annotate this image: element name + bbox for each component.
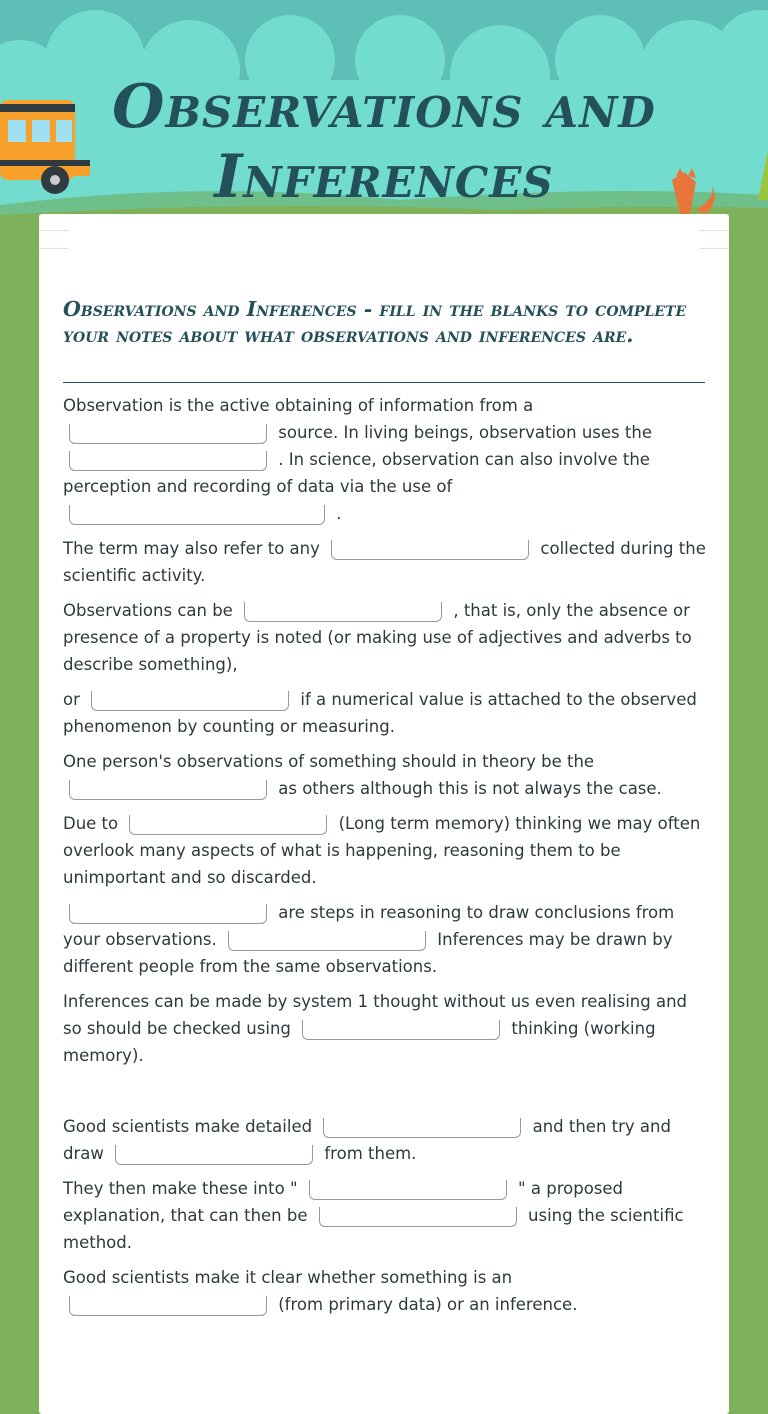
blank-input[interactable] [302, 1020, 500, 1040]
page-title: Observations and [112, 72, 656, 142]
worksheet-heading: Observations and Inferences - fill in the blanks to complete your notes about what observations and inferences are. [63, 297, 687, 347]
blank-input[interactable] [228, 931, 426, 951]
worksheet-content [63, 392, 709, 1326]
divider [699, 248, 729, 249]
paragraph-text: from them. [324, 1144, 417, 1163]
paragraph-text: Good scientists make detailed [63, 1117, 313, 1136]
paragraph-text: The term may also refer to any [63, 539, 320, 558]
paragraph-text: . [336, 504, 342, 523]
paragraph-text: Due to [63, 814, 119, 833]
paragraph-system-2 [63, 988, 709, 1069]
paragraph-hypothesis [63, 1175, 709, 1256]
divider [699, 230, 729, 231]
blank-input[interactable] [69, 505, 325, 525]
blank-input[interactable] [69, 1296, 267, 1316]
paragraph-quantitative [63, 686, 709, 740]
paragraph-text: Observations can be [63, 601, 233, 620]
paragraph-text: and then try and draw [63, 1117, 671, 1163]
paragraph-text: Inferences can be made by system 1 thought without us even realising and so should be checked using [63, 992, 688, 1038]
blank-input[interactable] [69, 451, 267, 471]
blank-input[interactable] [319, 1207, 517, 1227]
blank-input[interactable] [309, 1180, 507, 1200]
paragraph-text: if a numerical value is attached to the observed phenomenon by counting or measuring. [63, 690, 697, 736]
paragraph-good-scientists [63, 1113, 709, 1167]
paragraph-clarity [63, 1264, 709, 1318]
paragraph-text: Observation is the active obtaining of information from a [63, 396, 534, 415]
paragraph-text: One person's observations of something should in theory be the [63, 752, 595, 771]
worksheet-card [39, 214, 729, 1414]
paragraph-text: They then make these into " [63, 1179, 298, 1198]
paragraph-qualitative [63, 597, 709, 678]
page-title-line-2: Inferences [214, 142, 554, 212]
blank-input[interactable] [69, 424, 267, 444]
paragraph-text: , that is, only the absence or presence of a property is noted (or making use of adjectives and adverbs to describe something), [63, 601, 692, 674]
paragraph-term [63, 535, 709, 589]
paragraph-text: (Long term memory) thinking we may often overlook many aspects of what is happening, reasoning them to be unimportant and so discarded. [63, 814, 701, 887]
paragraph-text: source. In living beings, observation uses the [278, 423, 652, 442]
paragraph-text: . In science, observation can also involve the perception and recording of data via the use of [63, 450, 650, 496]
blank-input[interactable] [69, 904, 267, 924]
blank-input[interactable] [115, 1145, 313, 1165]
paragraph-text: are steps in reasoning to draw conclusions from your observations. [63, 903, 675, 949]
paragraph-same [63, 748, 709, 802]
heading-divider [63, 382, 705, 383]
paragraph-text: using the scientific method. [63, 1206, 684, 1252]
blank-input[interactable] [323, 1118, 521, 1138]
paragraph-inferences [63, 899, 709, 980]
paragraph-observation-definition [63, 392, 709, 527]
paragraph-system-1 [63, 810, 709, 891]
blank-input[interactable] [69, 780, 267, 800]
paragraph-text: as others although this is not always the case. [278, 779, 662, 798]
paragraph-text: thinking (working memory). [63, 1019, 656, 1065]
paragraph-text: collected during the scientific activity. [63, 539, 706, 585]
blank-input[interactable] [91, 691, 289, 711]
divider [39, 248, 69, 249]
paragraph-text: " a proposed explanation, that can then be [63, 1179, 624, 1225]
paragraph-text: (from primary data) or an inference. [278, 1295, 578, 1314]
paragraph-text: or [63, 690, 80, 709]
blank-input[interactable] [129, 815, 327, 835]
paragraph-text: Good scientists make it clear whether something is an [63, 1268, 513, 1287]
paragraph-text: Inferences may be drawn by different people from the same observations. [63, 930, 673, 976]
blank-input[interactable] [244, 602, 442, 622]
blank-input[interactable] [331, 540, 529, 560]
divider [39, 230, 69, 231]
